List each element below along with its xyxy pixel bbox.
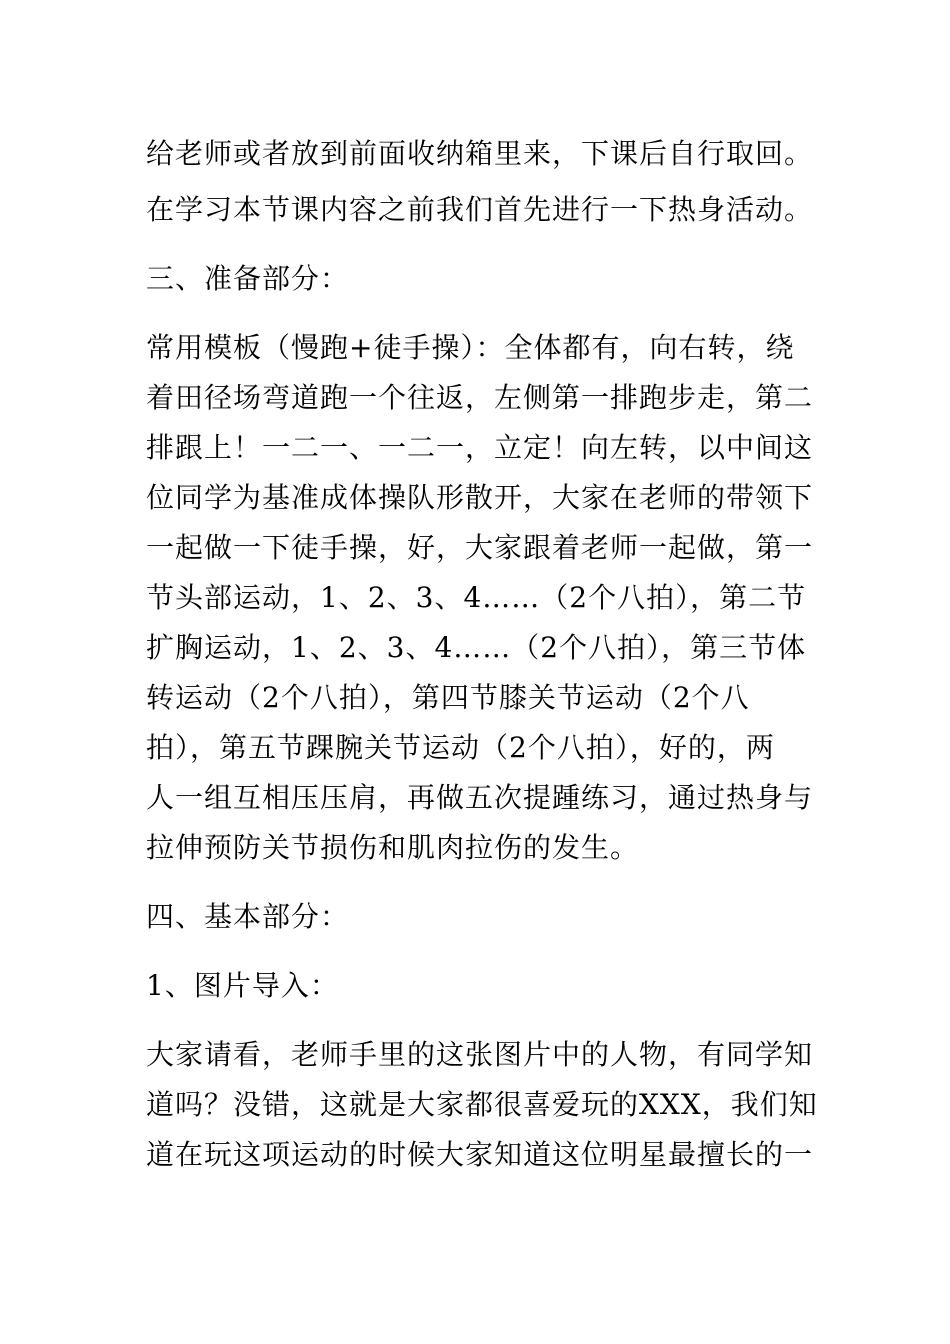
text-line: 道在玩这项运动的时候大家知道这位明星最擅长的一	[146, 1138, 814, 1171]
text-line: 人一组互相压压肩，再做五次提踵练习，通过热身与	[146, 781, 814, 814]
text-line: 一起做一下徒手操，好，大家跟着老师一起做，第一	[146, 531, 814, 564]
section-heading-basic: 四、基本部分：	[146, 900, 350, 933]
text-line: 在学习本节课内容之前我们首先进行一下热身活动。	[146, 193, 814, 226]
picture-intro-paragraph	[146, 1030, 818, 1180]
section-heading-preparation: 三、准备部分：	[146, 262, 350, 295]
text-line: 道吗？没错，这就是大家都很喜爱玩的XXX，我们知	[146, 1088, 818, 1121]
text-line: 拉伸预防关节损伤和肌肉拉伤的发生。	[146, 831, 640, 864]
text-line: 拍），第五节踝腕关节运动（2个八拍），好的，两	[146, 731, 775, 764]
text-line: 大家请看，老师手里的这张图片中的人物，有同学知	[146, 1038, 814, 1071]
preparation-paragraph	[146, 323, 814, 873]
document-body	[146, 129, 818, 1180]
text-line: 常用模板（慢跑+徒手操）：全体都有，向右转，绕	[146, 331, 795, 364]
text-line: 着田径场弯道跑一个往返，左侧第一排跑步走，第二	[146, 381, 814, 414]
text-line: 扩胸运动，1、2、3、4……（2个八拍），第三节体	[146, 631, 807, 664]
text-line: 转运动（2个八拍），第四节膝关节运动（2个八	[146, 681, 750, 714]
text-line: 位同学为基准成体操队形散开，大家在老师的带领下	[146, 481, 814, 514]
text-line: 排跟上！一二一、一二一，立定！向左转，以中间这	[146, 431, 814, 464]
subheading-picture-intro: 1、图片导入：	[146, 969, 339, 1002]
text-line: 节头部运动，1、2、3、4……（2个八拍），第二节	[146, 581, 807, 614]
intro-paragraph	[146, 129, 814, 235]
text-line: 给老师或者放到前面收纳箱里来，下课后自行取回。	[146, 137, 814, 170]
